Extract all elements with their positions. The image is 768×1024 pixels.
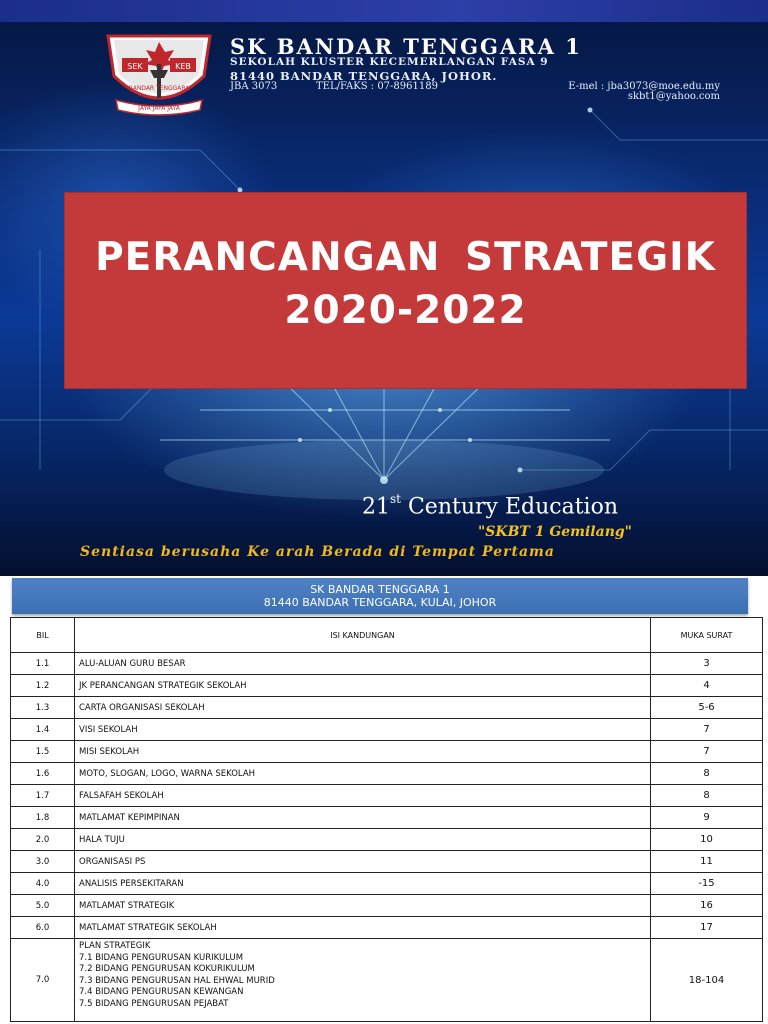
table-row <box>11 675 763 697</box>
row-number: 2.0 <box>11 829 75 851</box>
table-row <box>11 895 763 917</box>
table-row <box>11 763 763 785</box>
table-row <box>11 873 763 895</box>
column-header-isi: ISI KANDUNGAN <box>75 618 651 653</box>
row-title: ORGANISASI PS <box>75 851 651 873</box>
contents-header-address: 81440 BANDAR TENGGARA, KULAI, JOHOR <box>263 596 497 609</box>
tagline-superscript: st <box>390 492 401 506</box>
svg-text:SEK: SEK <box>127 62 143 71</box>
table-row <box>11 829 763 851</box>
row-number: 1.8 <box>11 807 75 829</box>
row-page: 7 <box>651 741 763 763</box>
row-title: MATLAMAT STRATEGIK SEKOLAH <box>75 917 651 939</box>
school-postcode: 81440 BANDAR TENGGARA, JOHOR. <box>230 69 498 83</box>
plan-line: 7.4 BIDANG PENGURUSAN KEWANGAN <box>79 987 244 997</box>
table-row <box>11 807 763 829</box>
row-number: 1.3 <box>11 697 75 719</box>
tagline <box>362 494 618 519</box>
table-row <box>11 917 763 939</box>
document-title: PERANCANGAN STRATEGIK <box>95 234 716 280</box>
row-number: 1.5 <box>11 741 75 763</box>
row-number: 1.6 <box>11 763 75 785</box>
plan-line: 7.5 BIDANG PENGURUSAN PEJABAT <box>79 998 229 1009</box>
table-row <box>11 785 763 807</box>
table-row <box>11 697 763 719</box>
row-title: ANALISIS PERSEKITARAN <box>75 873 651 895</box>
plan-line: 7.1 BIDANG PENGURUSAN KURIKULUM <box>79 952 244 963</box>
plan-line: 7.2 BIDANG PENGURUSAN KOKURIKULUM <box>79 964 255 974</box>
school-code: JBA 3073 <box>230 81 278 92</box>
school-name: SK BANDAR TENGGARA 1 <box>230 34 582 59</box>
school-logo-icon <box>100 28 218 116</box>
row-title: MATLAMAT KEPIMPINAN <box>75 807 651 829</box>
row-page: 8 <box>651 785 763 807</box>
table-row <box>11 719 763 741</box>
table-row <box>11 741 763 763</box>
table-row <box>11 851 763 873</box>
plan-line: PLAN STRATEGIK <box>79 941 151 951</box>
row-title: HALA TUJU <box>75 829 651 851</box>
contents-header <box>12 578 748 614</box>
row-page: 3 <box>651 653 763 675</box>
slogan: "SKBT 1 Gemilang" <box>478 524 632 540</box>
svg-text:BANDAR TENGGARA: BANDAR TENGGARA <box>128 85 190 92</box>
row-page: 8 <box>651 763 763 785</box>
row-number: 7.0 <box>11 939 75 1022</box>
school-subtitle: SEKOLAH KLUSTER KECEMERLANGAN FASA 9 <box>230 56 549 68</box>
row-page: 17 <box>651 917 763 939</box>
row-title: CARTA ORGANISASI SEKOLAH <box>75 697 651 719</box>
row-page: 4 <box>651 675 763 697</box>
row-number: 6.0 <box>11 917 75 939</box>
tagline-number: 21 <box>362 494 390 520</box>
row-page: 16 <box>651 895 763 917</box>
row-page: -15 <box>651 873 763 895</box>
telephone-fax: TEL/FAKS : 07-8961189 <box>316 81 438 92</box>
row-title: MATLAMAT STRATEGIK <box>75 895 651 917</box>
row-page: 7 <box>651 719 763 741</box>
table-row <box>11 653 763 675</box>
row-number: 1.1 <box>11 653 75 675</box>
row-title: ALU-ALUAN GURU BESAR <box>75 653 651 675</box>
row-page: 11 <box>651 851 763 873</box>
row-title <box>75 939 651 1022</box>
email-address-alt: skbt1@yahoo.com <box>627 91 720 102</box>
tagline-text: Century Education <box>400 494 618 520</box>
motto: Sentiasa berusaha Ke arah Berada di Tempat Pertama <box>80 544 555 560</box>
table-row-plan <box>11 939 763 1022</box>
document-years: 2020-2022 <box>284 287 527 333</box>
svg-text:JAYA JAYA JAYA: JAYA JAYA JAYA <box>138 105 180 112</box>
column-header-bil: BIL <box>11 618 75 653</box>
top-band <box>0 0 768 22</box>
row-page: 18-104 <box>651 939 763 1022</box>
contents-header-school: SK BANDAR TENGGARA 1 <box>310 583 450 596</box>
row-title: MOTO, SLOGAN, LOGO, WARNA SEKOLAH <box>75 763 651 785</box>
row-page: 10 <box>651 829 763 851</box>
row-title: VISI SEKOLAH <box>75 719 651 741</box>
column-header-muka-surat: MUKA SURAT <box>651 618 763 653</box>
row-number: 4.0 <box>11 873 75 895</box>
row-title: MISI SEKOLAH <box>75 741 651 763</box>
row-title: JK PERANCANGAN STRATEGIK SEKOLAH <box>75 675 651 697</box>
row-page: 9 <box>651 807 763 829</box>
row-number: 1.2 <box>11 675 75 697</box>
row-page: 5-6 <box>651 697 763 719</box>
svg-text:KEB: KEB <box>175 62 191 71</box>
email-address: E-mel : jba3073@moe.edu.my <box>568 81 720 92</box>
row-number: 1.4 <box>11 719 75 741</box>
row-number: 5.0 <box>11 895 75 917</box>
table-header-row <box>11 618 763 653</box>
row-number: 3.0 <box>11 851 75 873</box>
row-number: 1.7 <box>11 785 75 807</box>
title-box <box>64 192 747 389</box>
row-title: FALSAFAH SEKOLAH <box>75 785 651 807</box>
plan-line: 7.3 BIDANG PENGURUSAN HAL EHWAL MURID <box>79 975 275 986</box>
contents-table <box>10 617 763 1022</box>
